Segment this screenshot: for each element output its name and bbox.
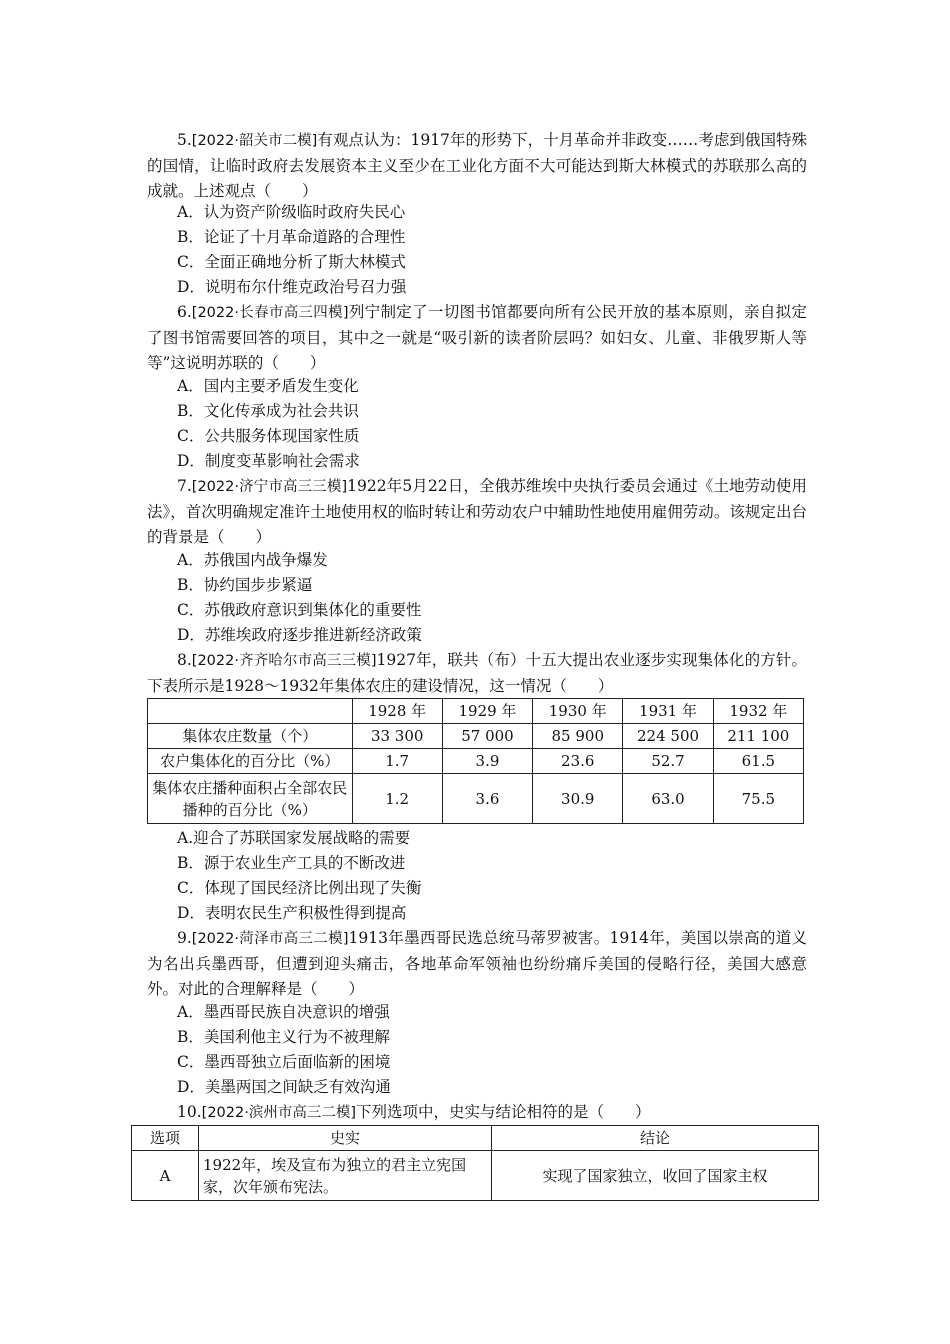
table-cell: 211 100 xyxy=(713,724,803,749)
question-9-option-a: A．墨西哥民族自决意识的增强 xyxy=(177,1003,390,1021)
question-7-stem xyxy=(147,474,807,550)
question-6-option-c: C．公共服务体现国家性质 xyxy=(177,427,360,445)
question-number: 5. xyxy=(177,131,192,149)
collective-farm-table xyxy=(147,698,804,824)
question-number: 6. xyxy=(177,303,192,321)
question-source: [2022·齐齐哈尔市高三三模] xyxy=(191,653,377,669)
table-cell: 实现了国家独立，收回了国家主权 xyxy=(492,1151,819,1201)
table-cell: 52.7 xyxy=(623,749,713,774)
table-cell: 1.7 xyxy=(352,749,442,774)
table-row xyxy=(148,774,804,824)
table-cell: 集体农庄播种面积占全部农民播种的百分比（%） xyxy=(148,774,353,824)
question-8-option-c: C．体现了国民经济比例出现了失衡 xyxy=(177,879,422,897)
table-cell: 3.6 xyxy=(442,774,532,824)
table-cell: 63.0 xyxy=(623,774,713,824)
question-text: 1927年，联共（布）十五大提出农业逐步实现集体化的方针。下表所示是1928～1932年集体农庄的建设情况，这一情况（ ） xyxy=(147,651,807,695)
table-header-cell: 1930 年 xyxy=(533,699,623,724)
question-text: 列宁制定了一切图书馆都要向所有公民开放的基本原则，亲自拟定了图书馆需要回答的项目，其中之一就是“吸引新的读者阶层吗？如妇女、儿童、非俄罗斯人等等”这说明苏联的（ ） xyxy=(147,303,807,372)
question-source: [2022·长春市高三四模] xyxy=(191,305,349,321)
table-header-cell: 史实 xyxy=(199,1126,492,1151)
table-cell: 61.5 xyxy=(713,749,803,774)
question-7-option-d: D．苏维埃政府逐步推进新经济政策 xyxy=(177,626,422,644)
table-header-cell: 1929 年 xyxy=(442,699,532,724)
question-source: [2022·济宁市高三三模] xyxy=(191,479,348,495)
table-row xyxy=(148,724,804,749)
question-7-option-c: C．苏俄政府意识到集体化的重要性 xyxy=(177,601,422,619)
table-cell: 农户集体化的百分比（%） xyxy=(148,749,353,774)
question-5-option-a: A．认为资产阶级临时政府失民心 xyxy=(177,203,406,221)
question-source: [2022·滨州市高三二模] xyxy=(201,1105,356,1121)
table-row xyxy=(132,1151,819,1201)
question-5-option-b: B．论证了十月革命道路的合理性 xyxy=(177,228,406,246)
table-cell: 1.2 xyxy=(352,774,442,824)
question-9-option-d: D．美墨两国之间缺乏有效沟通 xyxy=(177,1078,391,1096)
fact-conclusion-table xyxy=(131,1125,819,1201)
table-cell: 33 300 xyxy=(352,724,442,749)
question-number: 8. xyxy=(177,651,192,669)
question-text: 有观点认为：1917年的形势下，十月革命并非政变……考虑到俄国特殊的国情，让临时政府去发展资本主义至少在工业化方面不大可能达到斯大林模式的苏联那么高的成就。上述观点（ ） xyxy=(147,131,807,200)
question-10-stem xyxy=(147,1100,807,1126)
table-header-cell: 选项 xyxy=(132,1126,199,1151)
table-cell: 3.9 xyxy=(442,749,532,774)
question-text: 1913年墨西哥民选总统马蒂罗被害。1914年，美国以崇高的道义为名出兵墨西哥，但遭到迎头痛击，各地革命军领袖也纷纷痛斥美国的侵略行径，美国大感意外。对此的合理解释是（ ） xyxy=(147,929,807,998)
question-source: [2022·菏泽市高三二模] xyxy=(191,931,349,947)
question-7-option-b: B．协约国步步紧逼 xyxy=(177,576,313,594)
question-number: 10. xyxy=(177,1103,202,1121)
question-number: 7. xyxy=(177,477,192,495)
table-cell: 30.9 xyxy=(533,774,623,824)
question-text: 1922年5月22日，全俄苏维埃中央执行委员会通过《土地劳动使用法》，首次明确规定准许土地使用权的临时转让和劳动农户中辅助性地使用雇佣劳动。该规定出台的背景是（ ） xyxy=(147,477,807,546)
question-5-stem xyxy=(147,128,807,204)
question-9-option-c: C．墨西哥独立后面临新的困境 xyxy=(177,1053,391,1071)
question-7-option-a: A．苏俄国内战争爆发 xyxy=(177,551,328,569)
question-8-option-d: D．表明农民生产积极性得到提高 xyxy=(177,904,407,922)
table-header-cell xyxy=(148,699,353,724)
question-6-stem xyxy=(147,300,807,376)
table-header-row xyxy=(132,1126,819,1151)
question-6-option-a: A．国内主要矛盾发生变化 xyxy=(177,377,359,395)
table-cell: 1922年，埃及宣布为独立的君主立宪国家，次年颁布宪法。 xyxy=(199,1151,492,1201)
question-8-option-a: A.迎合了苏联国家发展战略的需要 xyxy=(177,829,411,847)
question-8-stem xyxy=(147,648,807,699)
table-cell: A xyxy=(132,1151,199,1201)
table-cell: 224 500 xyxy=(623,724,713,749)
table-header-cell: 1928 年 xyxy=(352,699,442,724)
question-9-option-b: B．美国利他主义行为不被理解 xyxy=(177,1028,390,1046)
table-header-cell: 结论 xyxy=(492,1126,819,1151)
table-row xyxy=(148,749,804,774)
question-6-option-d: D．制度变革影响社会需求 xyxy=(177,452,360,470)
question-5-option-d: D．说明布尔什维克政治号召力强 xyxy=(177,278,407,296)
question-8-option-b: B．源于农业生产工具的不断改进 xyxy=(177,854,406,872)
table-cell: 23.6 xyxy=(533,749,623,774)
question-5-option-c: C．全面正确地分析了斯大林模式 xyxy=(177,253,406,271)
question-text: 下列选项中，史实与结论相符的是（ ） xyxy=(355,1103,651,1121)
question-9-stem xyxy=(147,926,807,1002)
table-header-row xyxy=(148,699,804,724)
table-header-cell: 1931 年 xyxy=(623,699,713,724)
question-source: [2022·韶关市二模] xyxy=(191,133,318,149)
table-cell: 85 900 xyxy=(533,724,623,749)
table-header-cell: 1932 年 xyxy=(713,699,803,724)
question-number: 9. xyxy=(177,929,192,947)
table-cell: 75.5 xyxy=(713,774,803,824)
question-6-option-b: B．文化传承成为社会共识 xyxy=(177,402,359,420)
table-cell: 57 000 xyxy=(442,724,532,749)
table-cell: 集体农庄数量（个） xyxy=(148,724,353,749)
